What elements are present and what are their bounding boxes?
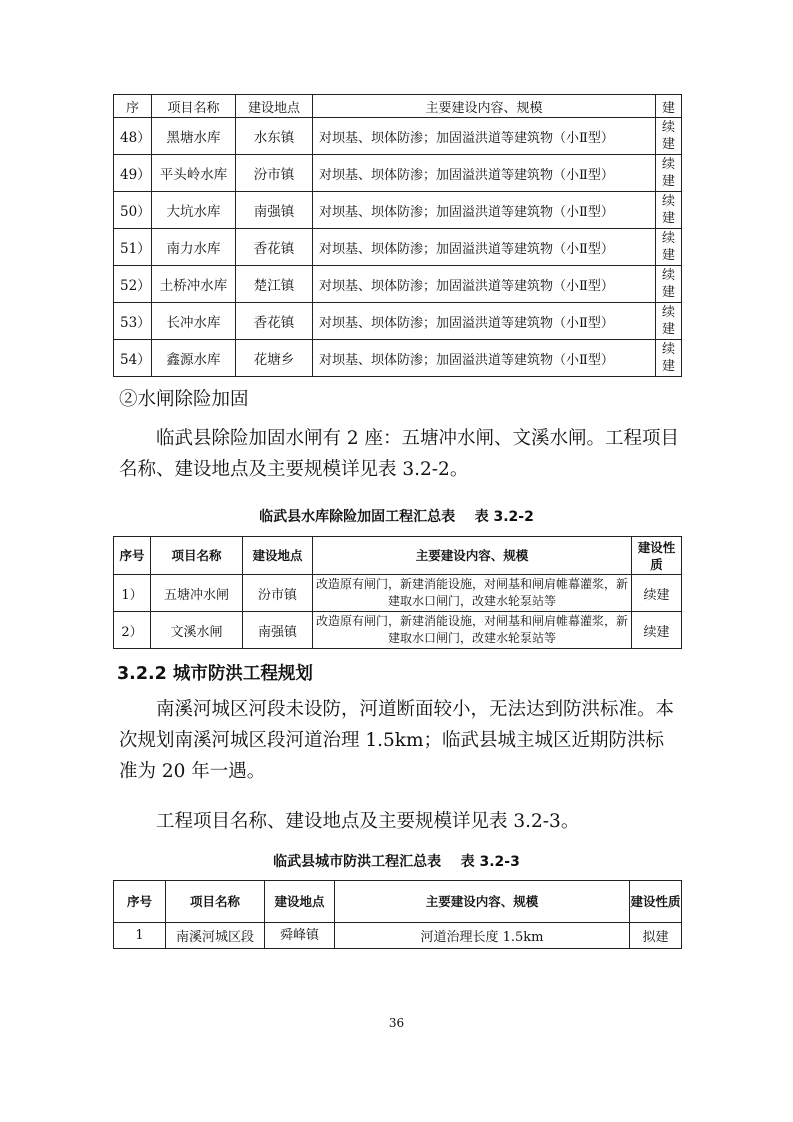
row-no: 52） bbox=[114, 266, 152, 303]
table-row bbox=[114, 229, 682, 266]
table-row bbox=[114, 192, 682, 229]
row-content: 改造原有闸门，新建消能设施，对闸基和闸肩帷幕灌浆，新建取水口闸门，改建水轮泵站等 bbox=[313, 575, 632, 612]
header-nature: 建设性质 bbox=[632, 537, 682, 575]
header-name: 项目名称 bbox=[151, 537, 243, 575]
row-name: 平头岭水库 bbox=[152, 155, 236, 192]
sluice-table bbox=[113, 536, 682, 649]
row-location: 香花镇 bbox=[236, 303, 313, 340]
row-location: 花塘乡 bbox=[236, 340, 313, 377]
row-location: 汾市镇 bbox=[236, 155, 313, 192]
table2-caption: 临武县水库除险加固工程汇总表 表 3.2-2 bbox=[259, 509, 534, 525]
row-nature: 续建 bbox=[656, 118, 682, 155]
row-location: 南强镇 bbox=[243, 612, 313, 649]
section-heading: 3.2.2 城市防洪工程规划 bbox=[117, 664, 313, 684]
header-location: 建设地点 bbox=[243, 537, 313, 575]
row-nature: 续建 bbox=[656, 155, 682, 192]
table-row bbox=[114, 266, 682, 303]
row-content: 改造原有闸门，新建消能设施，对闸基和闸肩帷幕灌浆，新建取水口闸门，改建水轮泵站等 bbox=[313, 612, 632, 649]
row-name: 大坑水库 bbox=[152, 192, 236, 229]
header-no: 序号 bbox=[114, 537, 151, 575]
header-no: 序号 bbox=[114, 881, 166, 923]
row-no: 51） bbox=[114, 229, 152, 266]
row-name: 南溪河城区段 bbox=[166, 923, 265, 949]
row-nature: 续建 bbox=[656, 340, 682, 377]
row-nature: 拟建 bbox=[630, 923, 682, 949]
row-location: 舜峰镇 bbox=[265, 923, 335, 949]
row-no: 53） bbox=[114, 303, 152, 340]
reservoir-table-continued bbox=[113, 94, 682, 377]
row-no: 1） bbox=[114, 575, 151, 612]
header-content: 主要建设内容、规模 bbox=[313, 537, 632, 575]
city-section-body: 南溪河城区河段未设防，河道断面较小，无法达到防洪标准。本次规划南溪河城区段河道治理 1.5km；临武县城主城区近期防洪标准为 20 年一遇。 bbox=[119, 699, 675, 782]
row-name: 黑塘水库 bbox=[152, 118, 236, 155]
row-content: 对坝基、坝体防渗；加固溢洪道等建筑物（小Ⅱ型） bbox=[313, 192, 656, 229]
row-content: 对坝基、坝体防渗；加固溢洪道等建筑物（小Ⅱ型） bbox=[313, 229, 656, 266]
row-content: 对坝基、坝体防渗；加固溢洪道等建筑物（小Ⅱ型） bbox=[313, 266, 656, 303]
table-row bbox=[114, 612, 682, 649]
table-header-row bbox=[114, 95, 682, 118]
row-content: 对坝基、坝体防渗；加固溢洪道等建筑物（小Ⅱ型） bbox=[313, 118, 656, 155]
row-no: 49） bbox=[114, 155, 152, 192]
row-content: 对坝基、坝体防渗；加固溢洪道等建筑物（小Ⅱ型） bbox=[313, 155, 656, 192]
row-location: 楚江镇 bbox=[236, 266, 313, 303]
header-content: 主要建设内容、规模 bbox=[335, 881, 630, 923]
table-row bbox=[114, 118, 682, 155]
header-location: 建设地点 bbox=[265, 881, 335, 923]
city-flood-table bbox=[113, 880, 682, 949]
row-no: 50） bbox=[114, 192, 152, 229]
row-name: 南力水库 bbox=[152, 229, 236, 266]
table3-caption: 临武县城市防洪工程汇总表 表 3.2-3 bbox=[273, 854, 520, 870]
row-location: 香花镇 bbox=[236, 229, 313, 266]
sluice-section-body: 临武县除险加固水闸有 2 座：五塘冲水闸、文溪水闸。工程项目名称、建设地点及主要规模详见表 3.2-2。 bbox=[119, 428, 680, 480]
header-no: 序 bbox=[114, 95, 152, 118]
table-row bbox=[114, 575, 682, 612]
table-header-row bbox=[114, 881, 682, 923]
row-no: 1 bbox=[114, 923, 166, 949]
table-row bbox=[114, 340, 682, 377]
row-no: 48） bbox=[114, 118, 152, 155]
sluice-section-title: ②水闸除险加固 bbox=[119, 389, 249, 410]
row-name: 鑫源水库 bbox=[152, 340, 236, 377]
header-content: 主要建设内容、规模 bbox=[313, 95, 656, 118]
table-row bbox=[114, 303, 682, 340]
table-row bbox=[114, 155, 682, 192]
row-location: 水东镇 bbox=[236, 118, 313, 155]
row-location: 南强镇 bbox=[236, 192, 313, 229]
header-location: 建设地点 bbox=[236, 95, 313, 118]
row-nature: 续建 bbox=[632, 575, 682, 612]
row-name: 文溪水闸 bbox=[151, 612, 243, 649]
table-row bbox=[114, 923, 682, 949]
row-nature: 续建 bbox=[656, 192, 682, 229]
row-content: 对坝基、坝体防渗；加固溢洪道等建筑物（小Ⅱ型） bbox=[313, 303, 656, 340]
row-name: 土桥冲水库 bbox=[152, 266, 236, 303]
page-number: 36 bbox=[388, 1016, 405, 1030]
table-header-row bbox=[114, 537, 682, 575]
row-no: 54） bbox=[114, 340, 152, 377]
city-section-reference: 工程项目名称、建设地点及主要规模详见表 3.2-3。 bbox=[156, 811, 580, 832]
row-content: 对坝基、坝体防渗；加固溢洪道等建筑物（小Ⅱ型） bbox=[313, 340, 656, 377]
row-name: 长冲水库 bbox=[152, 303, 236, 340]
header-nature: 建设性质 bbox=[630, 881, 682, 923]
row-nature: 续建 bbox=[656, 229, 682, 266]
row-name: 五塘冲水闸 bbox=[151, 575, 243, 612]
header-name: 项目名称 bbox=[166, 881, 265, 923]
row-location: 汾市镇 bbox=[243, 575, 313, 612]
row-nature: 续建 bbox=[632, 612, 682, 649]
row-content: 河道治理长度 1.5km bbox=[335, 923, 630, 949]
row-nature: 续建 bbox=[656, 266, 682, 303]
row-nature: 续建 bbox=[656, 303, 682, 340]
header-nature: 建 bbox=[656, 95, 682, 118]
header-name: 项目名称 bbox=[152, 95, 236, 118]
row-no: 2） bbox=[114, 612, 151, 649]
